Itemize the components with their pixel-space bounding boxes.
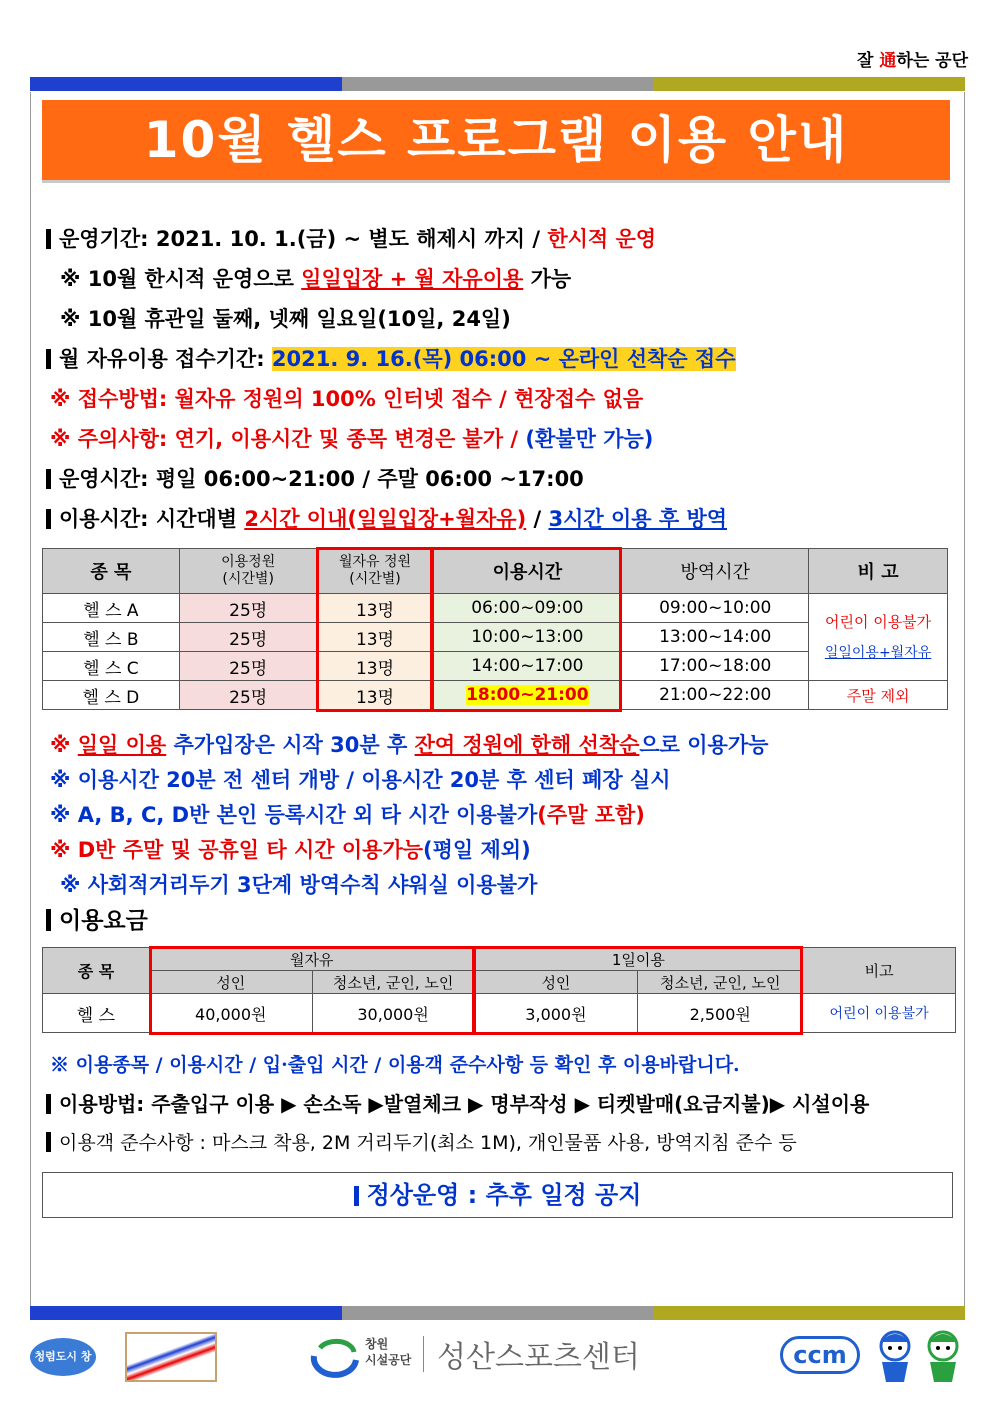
- table-row: 헬 스 40,000원 30,000원 3,000원 2,500원 어린이 이용불가: [43, 994, 956, 1033]
- city-logo: 청렴도시 창원: [30, 1338, 96, 1376]
- highlight-box-time: [431, 547, 622, 712]
- fee-header-adult: 성인: [149, 971, 312, 994]
- top-color-bar: [30, 77, 965, 91]
- bottom-color-bar: [30, 1306, 965, 1320]
- rules-notice: 이용객 준수사항 : 마스크 착용, 2M 거리두기(최소 1M), 개인물품 사용, 방역지침 준수 등: [46, 1128, 797, 1155]
- period-line: 운영기간: 2021. 10. 1.(금) ~ 별도 해제시 까지 / 한시적 운영: [46, 223, 656, 253]
- fee-header-daily: 1일이용: [474, 948, 803, 971]
- highlight-box-monthly-fee: [149, 946, 475, 1035]
- mascot-blue-icon: [872, 1328, 918, 1384]
- extra-note-5: ※ 사회적거리두기 3단계 방역수칙 샤워실 이용불가: [60, 873, 538, 897]
- highlight-box-daily-fee: [473, 946, 803, 1035]
- mascot-green-icon: [920, 1328, 966, 1384]
- table-row: 헬 스 C 25명 13명 14:00~17:00 17:00~18:00: [43, 652, 948, 681]
- header-disinfect: 방역시간: [622, 549, 809, 594]
- note-cell: 어린이 이용불가 일일이용+월자유: [809, 594, 948, 681]
- fee-header-youth: 청소년, 군인, 노인: [638, 971, 803, 994]
- method-line: ※ 접수방법: 월자유 정원의 100% 인터넷 접수 / 현장접수 없음: [50, 387, 644, 411]
- registration-line: 월 자유이용 접수기간: 2021. 9. 16.(목) 06:00 ~ 온라인 선착순 접수: [46, 343, 736, 373]
- usage-line: 이용시간: 시간대별 2시간 이내(일일입장+월자유) / 3시간 이용 후 방역: [46, 503, 727, 533]
- fee-header-item: 종 목: [43, 948, 150, 994]
- normal-operation-notice: 정상운영 : 추후 일정 공지: [42, 1172, 953, 1218]
- ccm-logo: ccm: [780, 1336, 860, 1374]
- header-note: 비 고: [809, 549, 948, 594]
- check-notice: ※ 이용종목 / 이용시간 / 입·출입 시간 / 이용객 준수사항 등 확인 후 이용바랍니다.: [50, 1054, 740, 1076]
- extra-note-4: ※ D반 주말 및 공휴일 타 시간 이용가능(평일 제외): [50, 838, 531, 862]
- header-monthly-capacity: 월자유 정원 (시간별): [317, 549, 433, 594]
- table-row: 헬 스 D 25명 13명 18:00~21:00 21:00~22:00 주말 제외: [43, 681, 948, 710]
- corp-name: 창원 시설공단: [365, 1337, 412, 1367]
- extra-note-1: ※ 일일 이용 추가입장은 시작 30분 후 잔여 정원에 한해 선착순으로 이용가능: [50, 733, 769, 757]
- extra-note-3: ※ A, B, C, D반 본인 등록시간 외 타 시간 이용불가(주말 포함): [50, 803, 645, 827]
- header-capacity: 이용정원 (시간별): [179, 549, 317, 594]
- fee-title: 이용요금: [46, 902, 148, 935]
- fee-header-monthly: 월자유: [149, 948, 474, 971]
- caution-line: ※ 주의사항: 연기, 이용시간 및 종목 변경은 불가 / (환불만 가능): [50, 427, 654, 451]
- fee-header-youth: 청소년, 군인, 노인: [312, 971, 474, 994]
- note-line-2: ※ 10월 휴관일 둘째, 넷째 일요일(10일, 24일): [60, 307, 511, 331]
- highlight-box-monthly: [316, 547, 433, 712]
- page-title: 10월 헬스 프로그램 이용 안내: [42, 100, 950, 180]
- weekend-note: 주말 제외: [809, 681, 948, 710]
- footer: [0, 1320, 992, 1401]
- hours-line: 운영시간: 평일 06:00~21:00 / 주말 06:00 ~17:00: [46, 463, 584, 493]
- fee-header-note: 비고: [803, 948, 956, 994]
- method-notice: 이용방법: 주출입구 이용 ▶ 손소독 ▶발열체크 ▶ 명부작성 ▶ 티켓발매(요금지불)▶ 시설이용: [46, 1088, 869, 1117]
- note-line-1: ※ 10월 한시적 운영으로 일일입장 + 월 자유이용 가능: [60, 267, 572, 291]
- center-name: 성산스포츠센터: [437, 1340, 640, 1375]
- award-certificate-icon: [125, 1332, 217, 1382]
- header-item: 종 목: [43, 549, 180, 594]
- header-time: 이용시간: [433, 549, 622, 594]
- corp-logo-icon: [310, 1334, 360, 1374]
- table-row: 헬 스 B 25명 13명 10:00~13:00 13:00~14:00: [43, 623, 948, 652]
- fee-header-adult: 성인: [474, 971, 638, 994]
- table-row: 헬 스 A 25명 13명 06:00~09:00 09:00~10:00 어린이 이용불가 일일이용+월자유: [43, 594, 948, 623]
- extra-note-2: ※ 이용시간 20분 전 센터 개방 / 이용시간 20분 후 센터 폐장 실시: [50, 768, 671, 792]
- slogan: 잘 通하는 공단: [857, 51, 968, 71]
